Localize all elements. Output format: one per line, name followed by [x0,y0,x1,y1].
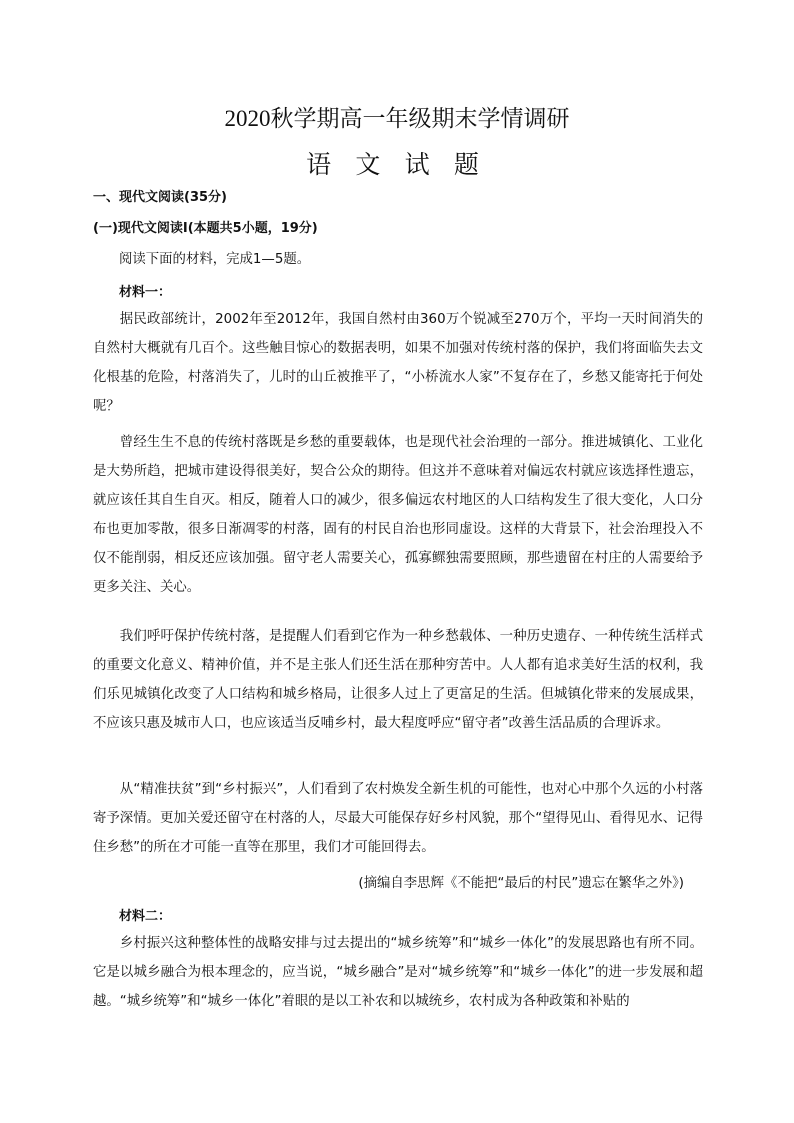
exam-title: 2020秋学期高一年级期末学情调研 [224,106,570,131]
subject-title: 语 文 试 题 [306,152,488,179]
material-one-source: (摘编自李思辉《不能把“最后的村民”遗忘在繁华之外》) [358,876,684,891]
material-two-label: 材料二： [119,909,172,924]
reading-instruction: 阅读下面的材料，完成1—5题。 [119,252,311,267]
material-one-paragraph-4: 从“精准扶贫”到“乡村振兴”，人们看到了农村焕发全新生机的可能性，也对心中那个久远的小村落寄予深情。更加关爱还留守在村落的人，尽最大可能保存好乡村风貌，那个“望得见山、看得见水、记得住乡愁”的所在才可能一直等在那里，我们才可能回得去。 [93,782,703,855]
material-one-paragraph-3: 我们呼吁保护传统村落，是提醒人们看到它作为一种乡愁载体、一种历史遗存、一种传统生活样式的重要文化意义、精神价值，并不是主张人们还生活在那种穷苦中。人人都有追求美好生活的权利，我们乐见城镇化改变了人口结构和城乡格局，让很多人过上了更富足的生活。但城镇化带来的发展成果，不应该只惠及城市人口，也应该适当反哺乡村，最大程度呼应“留守者”改善生活品质的合理诉求。 [93,629,703,731]
subsection-heading: (一)现代文阅读Ⅰ(本题共5小题，19分) [93,221,318,236]
section-heading: 一、现代文阅读(35分) [93,190,227,205]
material-one-label: 材料一： [119,285,172,300]
material-one-paragraph-2: 曾经生生不息的传统村落既是乡愁的重要载体，也是现代社会治理的一部分。推进城镇化、工业化是大势所趋，把城市建设得很美好，契合公众的期待。但这并不意味着对偏远农村就应该选择性遗忘，就应该任其自生自灭。相反，随着人口的减少，很多偏远农村地区的人口结构发生了很大变化，人口分布也更加零散，很多日渐凋零的村落，固有的村民自治也形同虚设。这样的大背景下，社会治理投入不仅不能削弱，相反还应该加强。留守老人需要关心，孤寡鳏独需要照顾，那些遗留在村庄的人需要给予更多关注、关心。 [93,435,703,595]
material-one-paragraph-1: 据民政部统计，2002年至2012年，我国自然村由360万个锐减至270万个，平均一天时间消失的自然村大概就有几百个。这些触目惊心的数据表明，如果不加强对传统村落的保护，我们将面临失去文化根基的危险，村落消失了，儿时的山丘被推平了，“小桥流水人家”不复存在了，乡愁又能寄托于何处呢？ [93,312,703,414]
material-two-paragraph-1: 乡村振兴这种整体性的战略安排与过去提出的“城乡统筹”和“城乡一体化”的发展思路也有所不同。它是以城乡融合为根本理念的，应当说，“城乡融合”是对“城乡统筹”和“城乡一体化”的进一步发展和超越。“城乡统筹”和“城乡一体化”着眼的是以工补农和以城统乡，农村成为各种政策和补贴的 [93,936,703,1009]
